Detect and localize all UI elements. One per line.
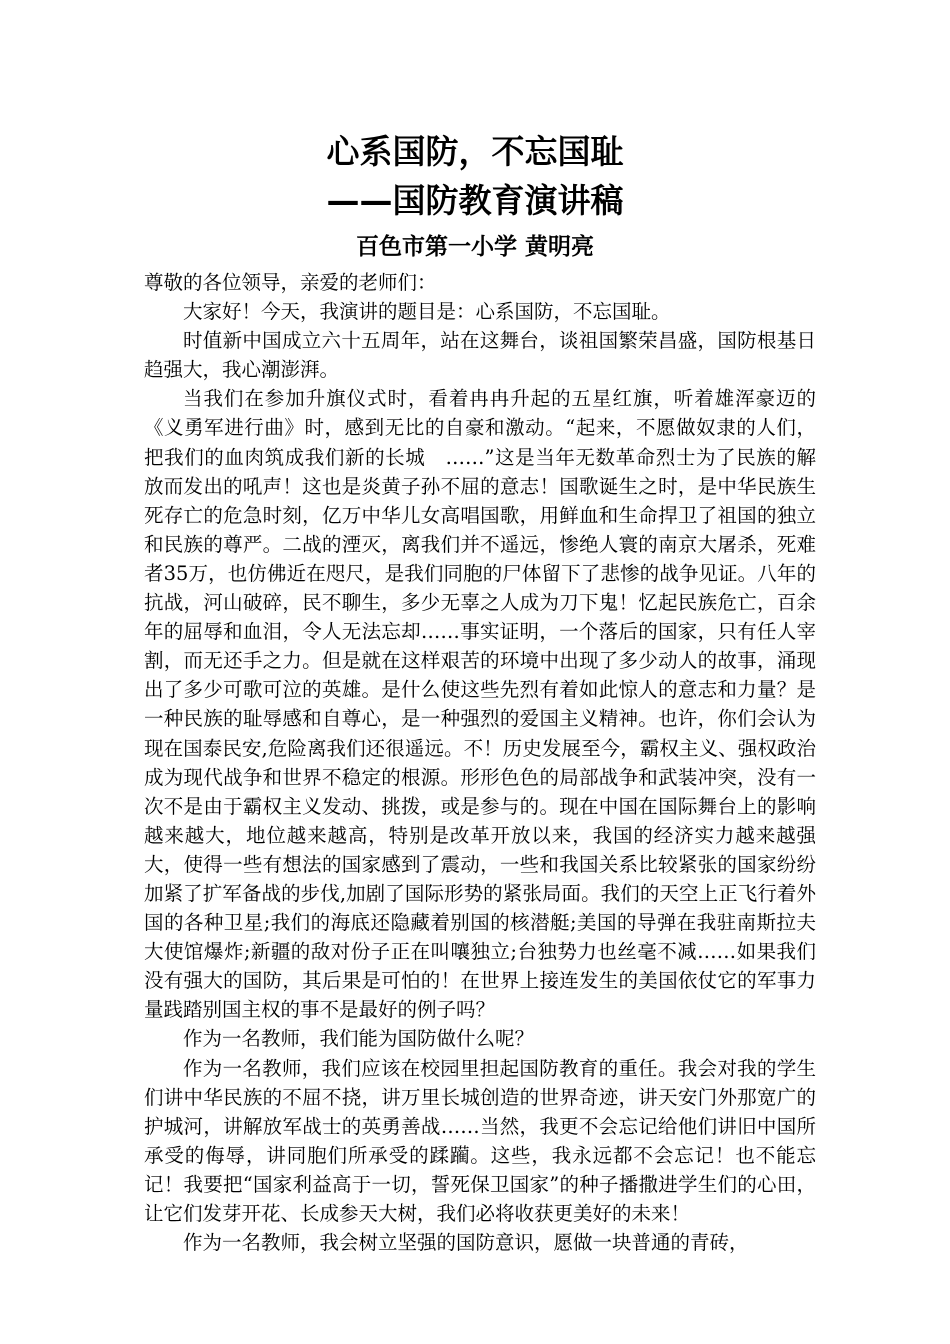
title-line-1: 心系国防，不忘国耻 bbox=[326, 132, 624, 171]
title-line-2: ——国防教育演讲稿 bbox=[326, 181, 624, 220]
paragraph: 当我们在参加升旗仪式时，看着冉冉升起的五星红旗，听着雄浑豪迈的《义勇军进行曲》时，感到无比的自豪和激动。“起来，不愿做奴隶的人们，把我们的血肉筑成我们新的长城 ……”这是当年无数革命烈士为了民族的解放而发出的吼声！这也是炎黄子孙不屈的意志！国歌诞生之时，是中华民族生死存亡的危急时刻，亿万中华儿女高唱国歌，用鲜血和生命捍卫了祖国的独立和民族的尊严。二战的湮灭，离我们并不遥远，惨绝人寰的南京大屠杀，死难者35万，也仿佛近在咫尺，是我们同胞的尸体留下了悲惨的战争见证。八年的抗战，河山破碎，民不聊生，多少无辜之人成为刀下鬼！忆起民族危亡，百余年的屈辱和血泪，令人无法忘却……事实证明，一个落后的国家，只有任人宰割，而无还手之力。但是就在这样艰苦的环境中出现了多少动人的故事，涌现出了多少可歌可泣的英雄。是什么使这些先烈有着如此惊人的意志和力量？是一种民族的耻辱感和自尊心，是一种强烈的爱国主义精神。也许，你们会认为现在国泰民安,危险离我们还很遥远。不！历史发展至今，霸权主义、强权政治成为现代战争和世界不稳定的根源。形形色色的局部战争和武装冲突，没有一次不是由于霸权主义发动、挑拨，或是参与的。现在中国在国际舞台上的影响越来越大，地位越来越高，特别是改革开放以来，我国的经济实力越来越强大，使得一些有想法的国家感到了震动，一些和我国关系比较紧张的国家纷纷加紧了扩军备战的步伐,加剧了国际形势的紧张局面。我们的天空上正飞行着外国的各种卫星;我们的海底还隐藏着别国的核潜艇;美国的导弹在我驻南斯拉夫大使馆爆炸;新疆的敌对份子正在叫嚷独立;台独势力也丝毫不减……如果我们没有强大的国防，其后果是可怕的！在世界上接连发生的美国依仗它的军事力量践踏别国主权的事不是最好的例子吗？ bbox=[144, 387, 816, 1022]
salutation: 尊敬的各位领导，亲爱的老师们： bbox=[144, 271, 437, 294]
paragraph: 作为一名教师，我会树立坚强的国防意识，愿做一块普通的青砖， bbox=[183, 1231, 749, 1255]
paragraph: 时值新中国成立六十五周年，站在这舞台，谈祖国繁荣昌盛，国防根基日趋强大，我心潮澎湃。 bbox=[144, 329, 816, 382]
paragraph: 作为一名教师，我们能为国防做什么呢？ bbox=[183, 1027, 535, 1051]
paragraph: 大家好！今天，我演讲的题目是：心系国防，不忘国耻。 bbox=[183, 300, 671, 324]
paragraph: 作为一名教师，我们应该在校园里担起国防教育的重任。我会对我的学生们讲中华民族的不屈不挠，讲万里长城创造的世界奇迹，讲天安门外那宽广的护城河，讲解放军战士的英勇善战……当然，我更不会忘记给他们讲旧中国所承受的侮辱，讲同胞们所承受的蹂躏。这些，我永远都不会忘记！也不能忘记！我要把“国家利益高于一切，誓死保卫国家”的种子播撒进学生们的心田，让它们发芽开花、长成参天大树，我们必将收获更美好的未来！ bbox=[144, 1056, 816, 1225]
author-line: 百色市第一小学 黄明亮 bbox=[355, 234, 594, 260]
speech-body bbox=[144, 268, 816, 1257]
